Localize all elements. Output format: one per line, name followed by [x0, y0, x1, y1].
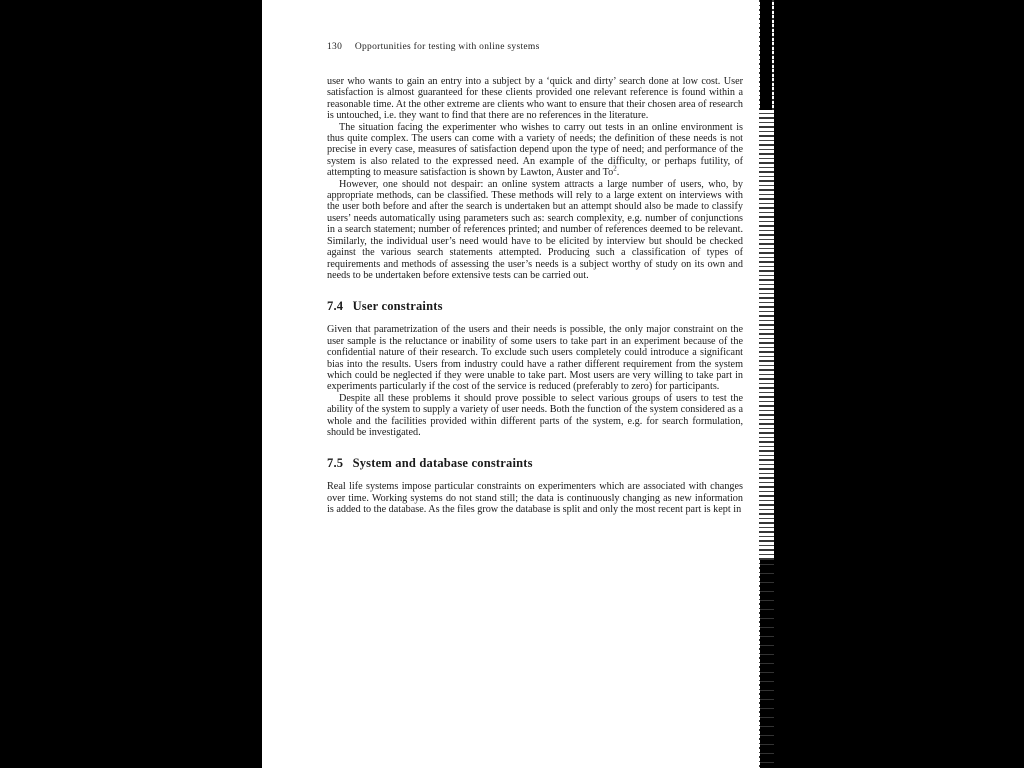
- paragraph-7-4-2: Despite all these problems it should prove possible to select various groups of users to test the ability of the system to supply a variety of user needs. Both the function of the system considered as a whole and the facilities provided within different parts of the system, e.g. for search formulation, should be investigated.: [327, 392, 743, 438]
- page-edge-top: [760, 0, 772, 110]
- paragraph-intro-3: However, one should not despair: an online system attracts a large number of users, who, by appropriate methods, can be classified. These methods will rely to a large extent on interviews with the user both before and after the search is undertaken but an attempt should also be made to classify users’ needs automatically using parameters such as: search complexity, e.g. number of conjunctions in a search statement; number of references printed; and number of references deemed to be relevant. Similarly, the individual user’s need would have to be elicited by interview but should be checked against the various search statements attempted. Producing such a classification of types of requirements and methods of assessing the user’s needs is a subject worthy of study on its own and needs to be undertaken before extensive tests can be carried out.: [327, 178, 743, 281]
- section-title: User constraints: [352, 299, 443, 314]
- page-content: [327, 42, 743, 516]
- page-edge-bottom: [760, 560, 774, 768]
- paragraph-intro-2: [327, 122, 743, 179]
- reference-superscript: 2: [613, 164, 617, 173]
- page-number: 130: [327, 42, 343, 52]
- paragraph-7-4-1: Given that parametrization of the users and their needs is possible, the only major constraint on the user sample is the reluctance or inability of some users to take part in an experiment because of the confidential nature of their research. To exclude such users completely could introduce a significant bias into the results. Users from industry could have a rather different requirement from the system which could be neglected if they were unable to take part. Most users are very willing to take part in experiments particularly if the cost of the service is reduced (preferably to zero) for participants.: [327, 324, 743, 393]
- running-head: [327, 42, 743, 52]
- section-title: System and database constraints: [352, 456, 533, 471]
- running-head-title: Opportunities for testing with online systems: [354, 42, 540, 52]
- section-number: 7.5: [327, 456, 344, 471]
- paragraph-intro-2-text: The situation facing the experimenter who wishes to carry out tests in an online environment is thus quite complex. The users can come with a variety of needs; the definition of these needs is not precise in every case, measures of satisfaction depend upon the type of need; and performance of the system is also related to the expressed need. An example of the difficulty, or perhaps futility, of attempting to measure satisfaction is shown by Lawton, Auster and To: [327, 121, 743, 179]
- reference-suffix: .: [616, 167, 620, 179]
- paragraph-7-5-1: Real life systems impose particular constraints on experimenters which are associated with changes over time. Working systems do not stand still; the data is continuously changing as new information is added to the database. As the files grow the database is split and only the most recent part is kept in: [327, 481, 743, 516]
- section-heading-7-5: [327, 456, 743, 471]
- paragraph-intro-1: user who wants to gain an entry into a subject by a ‘quick and dirty’ search done at low cost. User satisfaction is almost guaranteed for these clients provided one relevant reference is found within a reasonable time. At the other extreme are clients who want to ensure that their chosen area of research is untouched, i.e. they want to find that there are no references in the literature.: [327, 76, 743, 122]
- section-number: 7.4: [327, 299, 344, 314]
- section-heading-7-4: [327, 299, 743, 314]
